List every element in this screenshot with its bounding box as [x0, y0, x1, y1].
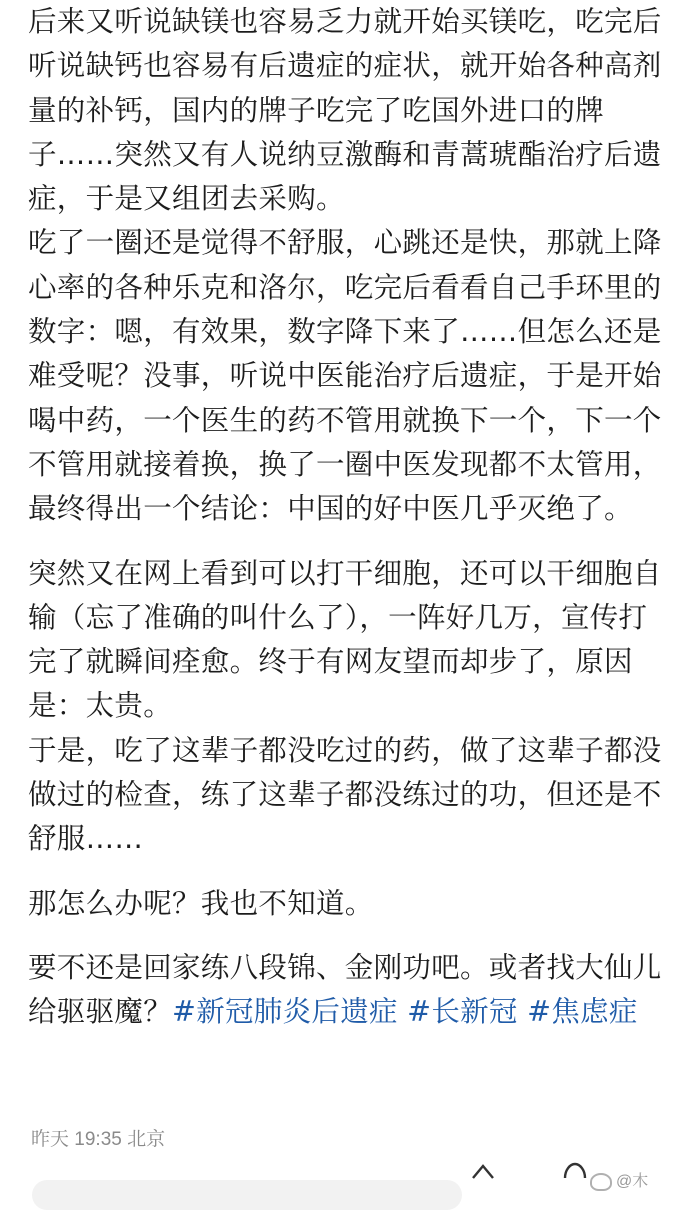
hashtag-link[interactable]: #焦虑症 — [527, 995, 638, 1029]
weibo-watermark — [590, 1168, 648, 1191]
post-paragraph-6 — [28, 946, 670, 1035]
watermark-text: @木 — [616, 1173, 649, 1190]
bottom-action-bar — [0, 1150, 690, 1197]
post-paragraph-1: 后来又听说缺镁也容易乏力就开始买镁吃，吃完后听说缺钙也容易有后遗症的症状，就开始各种高剂量的补钙，国内的牌子吃完了吃国外进口的牌子……突然又有人说纳豆激酶和青蒿琥酯治疗后遗症，于是又组团去采购。 — [28, 5, 662, 216]
post-paragraph-6-text: 要不还是回家练八段锦、金刚功吧。或者找大仙儿给驱驱魔？ — [28, 950, 662, 1029]
post-paragraph-4: 于是，吃了这辈子都没吃过的药，做了这辈子都没做过的检查，练了这辈子都没练过的功，但还是不舒服…… — [28, 733, 662, 856]
post-timestamp: 昨天 19:35 北京 — [31, 1129, 166, 1150]
post-paragraph-3: 突然又在网上看到可以打干细胞，还可以干细胞自输（忘了准确的叫什么了），一阵好几万，宣传打完了就瞬间痊愈。终于有网友望而却步了，原因是：太贵。 — [28, 556, 662, 723]
hashtag-link[interactable]: #新冠肺炎后遗症 — [172, 995, 398, 1029]
share-icon[interactable] — [470, 1160, 496, 1180]
post-body — [28, 0, 670, 1035]
post-paragraph-2: 吃了一圈还是觉得不舒服，心跳还是快，那就上降心率的各种乐克和洛尔，吃完后看看自己手环里的数字：嗯，有效果，数字降下来了……但怎么还是难受呢？没事，听说中医能治疗后遗症，于是开始喝中药，一个医生的药不管用就换下一个，下一个不管用就接着换，换了一圈中医发现都不太管用，最终得出一个结论：中国的好中医几乎灭绝了。 — [28, 226, 662, 526]
like-icon[interactable] — [560, 1160, 590, 1180]
comment-input[interactable] — [32, 1180, 462, 1210]
hashtag-link[interactable]: #长新冠 — [407, 995, 518, 1029]
weibo-icon — [590, 1173, 612, 1191]
post-paragraph-5: 那怎么办呢？我也不知道。 — [28, 886, 374, 920]
